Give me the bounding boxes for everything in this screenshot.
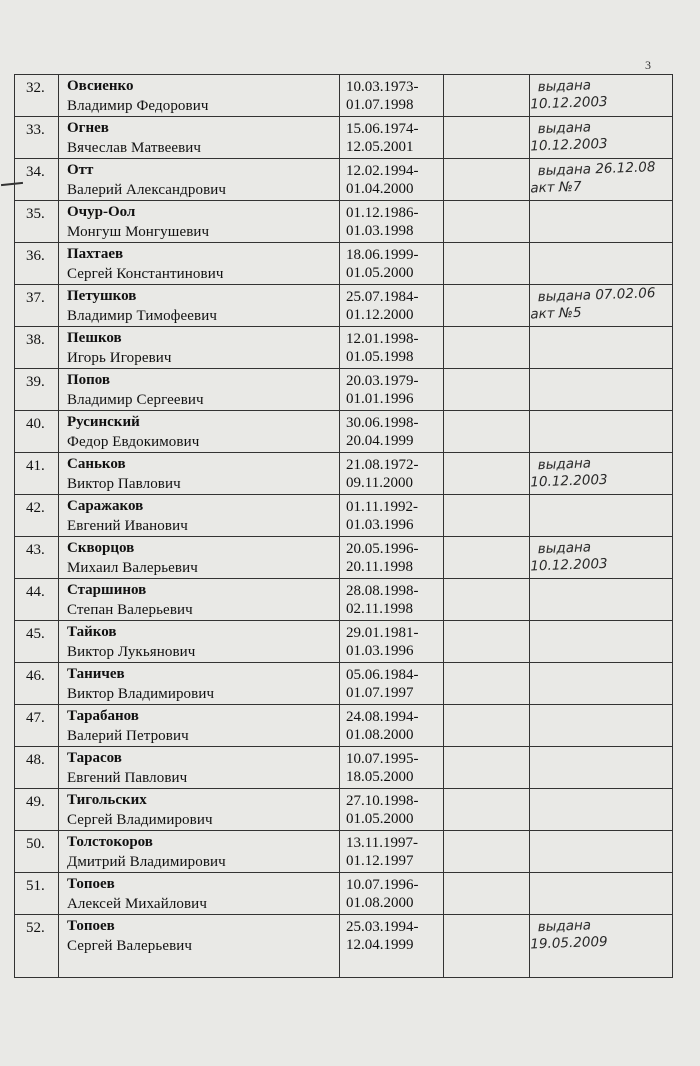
surname: Пешков — [67, 330, 122, 346]
blank-cell — [444, 621, 530, 663]
period-cell — [340, 915, 444, 978]
name-cell — [59, 873, 340, 915]
surname: Тигольских — [67, 792, 147, 808]
blank-cell — [444, 159, 530, 201]
table-row — [15, 201, 673, 243]
period-start: 20.05.1996- — [346, 541, 419, 557]
table-row — [15, 579, 673, 621]
note-line-1: выдана — [537, 77, 592, 96]
note-cell — [530, 537, 673, 579]
row-number: 34. — [26, 164, 45, 180]
name-cell — [59, 159, 340, 201]
name-cell — [59, 579, 340, 621]
row-number: 33. — [26, 122, 45, 138]
blank-cell — [444, 243, 530, 285]
name-cell — [59, 831, 340, 873]
handwritten-note — [530, 75, 673, 114]
number-cell — [15, 495, 59, 537]
period-cell — [340, 537, 444, 579]
period-start: 25.03.1994- — [346, 919, 419, 935]
blank-cell — [444, 75, 530, 117]
note-line-2: акт №5 — [530, 304, 582, 323]
period-cell — [340, 201, 444, 243]
given-names: Вячеслав Матвеевич — [67, 140, 202, 156]
period-end: 01.12.1997 — [346, 853, 414, 869]
number-cell — [15, 747, 59, 789]
period-cell — [340, 705, 444, 747]
surname: Топоев — [67, 918, 115, 934]
row-number: 32. — [26, 80, 45, 96]
period-cell — [340, 789, 444, 831]
handwritten-note — [530, 117, 673, 156]
row-number: 42. — [26, 500, 45, 516]
blank-cell — [444, 495, 530, 537]
given-names: Евгений Павлович — [67, 770, 188, 786]
period-start: 10.07.1996- — [346, 877, 419, 893]
period-end: 01.04.2000 — [346, 181, 414, 197]
table-row — [15, 873, 673, 915]
row-number: 51. — [26, 878, 45, 894]
period-end: 18.05.2000 — [346, 769, 414, 785]
surname: Отт — [67, 162, 94, 178]
note-line-1: выдана 07.02.06 — [537, 285, 656, 306]
period-cell — [340, 369, 444, 411]
note-line-2: 10.12.2003 — [530, 555, 608, 575]
number-cell — [15, 915, 59, 978]
note-line-1: выдана — [537, 539, 592, 558]
table-row — [15, 705, 673, 747]
surname: Тарабанов — [67, 708, 139, 724]
blank-cell — [444, 915, 530, 978]
name-cell — [59, 327, 340, 369]
blank-cell — [444, 117, 530, 159]
note-line-2: акт №7 — [530, 178, 582, 197]
period-start: 28.08.1998- — [346, 583, 419, 599]
period-cell — [340, 243, 444, 285]
surname: Саньков — [67, 456, 126, 472]
note-line-1: выдана — [537, 119, 592, 138]
surname: Топоев — [67, 876, 115, 892]
given-names: Валерий Александрович — [67, 182, 227, 198]
number-cell — [15, 411, 59, 453]
row-number: 41. — [26, 458, 45, 474]
given-names: Сергей Валерьевич — [67, 938, 193, 954]
row-number: 45. — [26, 626, 45, 642]
given-names: Сергей Владимирович — [67, 812, 213, 828]
handwritten-note — [530, 537, 673, 576]
name-cell — [59, 621, 340, 663]
number-cell — [15, 621, 59, 663]
period-cell — [340, 117, 444, 159]
number-cell — [15, 285, 59, 327]
name-cell — [59, 453, 340, 495]
period-cell — [340, 411, 444, 453]
note-cell — [530, 495, 673, 537]
note-cell — [530, 747, 673, 789]
number-cell — [15, 369, 59, 411]
number-cell — [15, 201, 59, 243]
period-cell — [340, 327, 444, 369]
period-cell — [340, 663, 444, 705]
surname: Скворцов — [67, 540, 135, 556]
note-cell — [530, 243, 673, 285]
number-cell — [15, 243, 59, 285]
name-cell — [59, 747, 340, 789]
period-start: 01.11.1992- — [346, 499, 418, 515]
period-cell — [340, 495, 444, 537]
period-cell — [340, 621, 444, 663]
row-number: 50. — [26, 836, 45, 852]
period-end: 12.04.1999 — [346, 937, 414, 953]
row-number: 36. — [26, 248, 45, 264]
name-cell — [59, 663, 340, 705]
given-names: Виктор Лукьянович — [67, 644, 196, 660]
table-row — [15, 243, 673, 285]
surname: Тарасов — [67, 750, 122, 766]
note-cell — [530, 369, 673, 411]
given-names: Дмитрий Владимирович — [67, 854, 226, 870]
surname: Тайков — [67, 624, 117, 640]
given-names: Сергей Константинович — [67, 266, 224, 282]
note-cell — [530, 915, 673, 978]
period-start: 30.06.1998- — [346, 415, 419, 431]
given-names: Виктор Владимирович — [67, 686, 215, 702]
period-end: 01.03.1996 — [346, 643, 414, 659]
note-cell — [530, 327, 673, 369]
note-cell — [530, 621, 673, 663]
blank-cell — [444, 537, 530, 579]
period-start: 10.03.1973- — [346, 79, 419, 95]
table-row — [15, 75, 673, 117]
row-number: 46. — [26, 668, 45, 684]
note-cell — [530, 117, 673, 159]
blank-cell — [444, 789, 530, 831]
note-cell — [530, 453, 673, 495]
blank-cell — [444, 705, 530, 747]
given-names: Монгуш Монгушевич — [67, 224, 210, 240]
note-cell — [530, 75, 673, 117]
surname: Петушков — [67, 288, 137, 304]
note-line-2: 10.12.2003 — [530, 135, 608, 155]
note-line-1: выдана — [537, 455, 592, 474]
number-cell — [15, 327, 59, 369]
blank-cell — [444, 873, 530, 915]
number-cell — [15, 537, 59, 579]
blank-cell — [444, 663, 530, 705]
period-cell — [340, 159, 444, 201]
note-line-2: 10.12.2003 — [530, 471, 608, 491]
period-cell — [340, 747, 444, 789]
table-row — [15, 453, 673, 495]
period-end: 01.05.2000 — [346, 811, 414, 827]
blank-cell — [444, 831, 530, 873]
table-row — [15, 159, 673, 201]
period-start: 05.06.1984- — [346, 667, 419, 683]
period-end: 01.01.1996 — [346, 391, 414, 407]
table-row — [15, 747, 673, 789]
note-cell — [530, 789, 673, 831]
table-row — [15, 789, 673, 831]
note-cell — [530, 411, 673, 453]
period-start: 18.06.1999- — [346, 247, 419, 263]
row-number: 48. — [26, 752, 45, 768]
period-start: 12.02.1994- — [346, 163, 419, 179]
period-start: 13.11.1997- — [346, 835, 418, 851]
period-cell — [340, 75, 444, 117]
given-names: Владимир Федорович — [67, 98, 209, 114]
note-line-2: 19.05.2009 — [530, 933, 608, 953]
name-cell — [59, 915, 340, 978]
row-number: 39. — [26, 374, 45, 390]
table-row — [15, 663, 673, 705]
number-cell — [15, 873, 59, 915]
name-cell — [59, 537, 340, 579]
number-cell — [15, 117, 59, 159]
table-row — [15, 495, 673, 537]
row-number: 52. — [26, 920, 45, 936]
table-row — [15, 327, 673, 369]
period-start: 21.08.1972- — [346, 457, 419, 473]
given-names: Алексей Михайлович — [67, 896, 207, 912]
blank-cell — [444, 453, 530, 495]
blank-cell — [444, 285, 530, 327]
period-cell — [340, 285, 444, 327]
name-cell — [59, 705, 340, 747]
period-end: 01.08.2000 — [346, 727, 414, 743]
note-cell — [530, 201, 673, 243]
name-cell — [59, 201, 340, 243]
period-start: 29.01.1981- — [346, 625, 419, 641]
period-cell — [340, 579, 444, 621]
number-cell — [15, 579, 59, 621]
name-cell — [59, 285, 340, 327]
period-end: 01.03.1996 — [346, 517, 414, 533]
name-cell — [59, 369, 340, 411]
given-names: Степан Валерьевич — [67, 602, 193, 618]
table-row — [15, 831, 673, 873]
surname: Очур-Оол — [67, 204, 136, 220]
name-cell — [59, 243, 340, 285]
table-row — [15, 915, 673, 978]
table-row — [15, 537, 673, 579]
table-row — [15, 369, 673, 411]
surname: Толстокоров — [67, 834, 153, 850]
row-number: 43. — [26, 542, 45, 558]
name-cell — [59, 75, 340, 117]
period-start: 10.07.1995- — [346, 751, 419, 767]
name-cell — [59, 495, 340, 537]
period-start: 12.01.1998- — [346, 331, 419, 347]
period-end: 01.05.2000 — [346, 265, 414, 281]
given-names: Федор Евдокимович — [67, 434, 200, 450]
period-end: 01.07.1998 — [346, 97, 414, 113]
blank-cell — [444, 369, 530, 411]
given-names: Валерий Петрович — [67, 728, 189, 744]
row-number: 49. — [26, 794, 45, 810]
period-start: 20.03.1979- — [346, 373, 419, 389]
surname: Русинский — [67, 414, 140, 430]
period-end: 12.05.2001 — [346, 139, 414, 155]
number-cell — [15, 75, 59, 117]
blank-cell — [444, 327, 530, 369]
personnel-table — [14, 74, 673, 978]
note-line-2: 10.12.2003 — [530, 93, 608, 113]
name-cell — [59, 411, 340, 453]
note-cell — [530, 663, 673, 705]
given-names: Михаил Валерьевич — [67, 560, 198, 576]
name-cell — [59, 117, 340, 159]
note-cell — [530, 831, 673, 873]
table-row — [15, 117, 673, 159]
number-cell — [15, 159, 59, 201]
note-cell — [530, 873, 673, 915]
table-row — [15, 285, 673, 327]
period-end: 09.11.2000 — [346, 475, 413, 491]
handwritten-note — [530, 159, 673, 198]
number-cell — [15, 831, 59, 873]
table-row — [15, 621, 673, 663]
row-number: 38. — [26, 332, 45, 348]
number-cell — [15, 453, 59, 495]
note-line-1: выдана — [537, 917, 592, 936]
row-number: 47. — [26, 710, 45, 726]
number-cell — [15, 705, 59, 747]
period-end: 01.05.1998 — [346, 349, 414, 365]
period-end: 01.12.2000 — [346, 307, 414, 323]
number-cell — [15, 663, 59, 705]
table-body — [15, 75, 673, 978]
given-names: Игорь Игоревич — [67, 350, 172, 366]
given-names: Владимир Тимофеевич — [67, 308, 217, 324]
period-end: 02.11.1998 — [346, 601, 413, 617]
period-start: 01.12.1986- — [346, 205, 419, 221]
given-names: Владимир Сергеевич — [67, 392, 204, 408]
blank-cell — [444, 747, 530, 789]
surname: Пахтаев — [67, 246, 124, 262]
blank-cell — [444, 411, 530, 453]
surname: Таничев — [67, 666, 125, 682]
table-row — [15, 411, 673, 453]
note-cell — [530, 159, 673, 201]
period-start: 15.06.1974- — [346, 121, 419, 137]
period-end: 01.07.1997 — [346, 685, 414, 701]
note-line-1: выдана 26.12.08 — [537, 159, 656, 180]
period-cell — [340, 873, 444, 915]
note-cell — [530, 705, 673, 747]
period-end: 01.03.1998 — [346, 223, 414, 239]
given-names: Виктор Павлович — [67, 476, 181, 492]
surname: Огнев — [67, 120, 109, 136]
period-start: 25.07.1984- — [346, 289, 419, 305]
row-number: 44. — [26, 584, 45, 600]
handwritten-note — [530, 915, 673, 954]
blank-cell — [444, 579, 530, 621]
number-cell — [15, 789, 59, 831]
handwritten-note — [530, 285, 673, 324]
period-cell — [340, 831, 444, 873]
name-cell — [59, 789, 340, 831]
note-cell — [530, 285, 673, 327]
surname: Саражаков — [67, 498, 144, 514]
period-end: 01.08.2000 — [346, 895, 414, 911]
period-start: 24.08.1994- — [346, 709, 419, 725]
period-start: 27.10.1998- — [346, 793, 419, 809]
surname: Попов — [67, 372, 111, 388]
given-names: Евгений Иванович — [67, 518, 188, 534]
period-end: 20.04.1999 — [346, 433, 414, 449]
page-number: 3 — [645, 58, 651, 72]
period-cell — [340, 453, 444, 495]
handwritten-note — [530, 453, 673, 492]
row-number: 37. — [26, 290, 45, 306]
blank-cell — [444, 201, 530, 243]
period-end: 20.11.1998 — [346, 559, 413, 575]
surname: Овсиенко — [67, 78, 134, 94]
row-number: 35. — [26, 206, 45, 222]
row-number: 40. — [26, 416, 45, 432]
surname: Старшинов — [67, 582, 147, 598]
note-cell — [530, 579, 673, 621]
